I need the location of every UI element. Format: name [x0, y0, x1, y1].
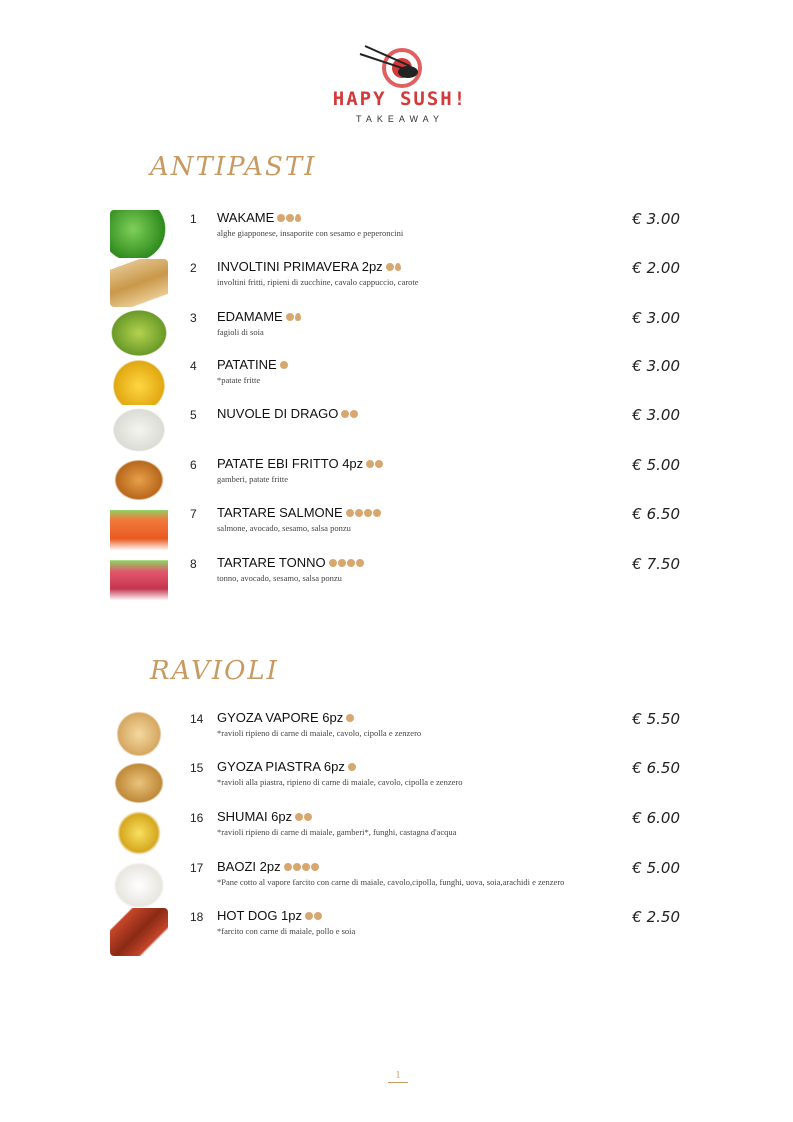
item-description: involtini fritti, ripieni di zucchine, cavalo cappuccio, carote: [217, 277, 419, 287]
allergen-icon: [311, 863, 319, 871]
item-name: NUVOLE DI DRAGO: [217, 406, 339, 421]
item-name: BAOZI 2pz: [217, 859, 281, 874]
allergen-icon: [355, 509, 363, 517]
allergen-icon: [366, 460, 374, 468]
item-price: € 3.00: [632, 357, 680, 375]
item-number: 17: [190, 861, 204, 875]
allergen-icon: [346, 714, 354, 722]
item-price: € 5.00: [632, 859, 680, 877]
item-description: salmone, avocado, sesamo, salsa ponzu: [217, 523, 351, 533]
item-name: PATATE EBI FRITTO 4pz: [217, 456, 364, 471]
item-description: gamberi, patate fritte: [217, 474, 289, 484]
section-title-antipasti: ANTIPASTI: [150, 152, 317, 182]
item-number: 1: [190, 212, 197, 226]
allergen-icons: [294, 813, 312, 821]
allergen-icons: [304, 912, 322, 920]
allergen-drop-icon: [295, 214, 301, 222]
item-name-row: [217, 555, 364, 570]
allergen-icon: [373, 509, 381, 517]
section-title-ravioli: RAVIOLI: [150, 656, 279, 686]
brand-logo: [320, 44, 480, 128]
item-price: € 6.50: [632, 505, 680, 523]
menu-item[interactable]: [110, 908, 690, 958]
item-description: tonno, avocado, sesamo, salsa ponzu: [217, 573, 342, 583]
item-description: alghe giapponese, insaporite con sesamo e peperoncini: [217, 228, 404, 238]
menu-item[interactable]: [110, 759, 690, 809]
allergen-icon: [305, 912, 313, 920]
allergen-icons: [347, 763, 356, 771]
item-number: 14: [190, 712, 204, 726]
item-name-row: [217, 710, 354, 725]
allergen-icon: [375, 460, 383, 468]
menu-item[interactable]: [110, 309, 690, 359]
allergen-icons: [285, 313, 301, 321]
item-price: € 6.50: [632, 759, 680, 777]
allergen-icon: [304, 813, 312, 821]
allergen-icon: [295, 813, 303, 821]
item-name-row: [217, 759, 356, 774]
item-number: 16: [190, 811, 204, 825]
allergen-drop-icon: [295, 313, 301, 321]
item-name: TARTARE SALMONE: [217, 505, 343, 520]
allergen-icon: [348, 763, 356, 771]
gyoza-piastra-image: [110, 759, 168, 807]
tartare-tonno-image: [110, 555, 168, 603]
allergen-icons: [283, 863, 319, 871]
allergen-icon: [338, 559, 346, 567]
item-name: TARTARE TONNO: [217, 555, 326, 570]
item-number: 2: [190, 261, 197, 275]
item-price: € 2.00: [632, 259, 680, 277]
item-description: *ravioli ripieno di carne di maiale, cavolo, cipolla e zenzero: [217, 728, 422, 738]
allergen-icons: [365, 460, 383, 468]
item-name-row: [217, 809, 312, 824]
ebi-fritto-image: [110, 456, 168, 504]
item-number: 6: [190, 458, 197, 472]
allergen-icon: [277, 214, 285, 222]
allergen-icon: [356, 559, 364, 567]
item-price: € 3.00: [632, 309, 680, 327]
item-number: 18: [190, 910, 204, 924]
menu-item[interactable]: [110, 505, 690, 555]
item-name-row: [217, 357, 288, 372]
brand-name: HAPY SUSH!: [332, 88, 468, 110]
item-price: € 3.00: [632, 406, 680, 424]
allergen-icon: [280, 361, 288, 369]
edamame-image: [110, 309, 168, 357]
allergen-icons: [279, 361, 288, 369]
item-price: € 7.50: [632, 555, 680, 573]
allergen-icons: [276, 214, 301, 222]
item-name-row: [217, 456, 383, 471]
item-name: PATATINE: [217, 357, 277, 372]
allergen-icons: [385, 263, 401, 271]
allergen-icon: [284, 863, 292, 871]
menu-item[interactable]: [110, 809, 690, 859]
shumai-image: [110, 809, 168, 857]
nuvole-image: [110, 406, 168, 454]
allergen-icon: [347, 559, 355, 567]
item-name: GYOZA VAPORE 6pz: [217, 710, 344, 725]
item-price: € 3.00: [632, 210, 680, 228]
item-name: EDAMAME: [217, 309, 283, 324]
menu-item[interactable]: [110, 555, 690, 605]
item-name-row: [217, 406, 358, 421]
menu-item[interactable]: [110, 710, 690, 760]
allergen-drop-icon: [395, 263, 401, 271]
item-name: HOT DOG 1pz: [217, 908, 303, 923]
item-description: *ravioli ripieno di carne di maiale, gamberi*, funghi, castagna d'acqua: [217, 827, 457, 837]
item-price: € 5.50: [632, 710, 680, 728]
allergen-icons: [345, 509, 381, 517]
menu-item[interactable]: [110, 357, 690, 407]
allergen-icon: [386, 263, 394, 271]
allergen-icon: [286, 313, 294, 321]
wakame-image: [110, 210, 168, 258]
allergen-icon: [286, 214, 294, 222]
allergen-icon: [350, 410, 358, 418]
menu-item[interactable]: [110, 859, 690, 909]
item-description: fagioli di soia: [217, 327, 264, 337]
gyoza-vapore-image: [110, 710, 168, 758]
item-number: 15: [190, 761, 204, 775]
item-price: € 5.00: [632, 456, 680, 474]
menu-item[interactable]: [110, 456, 690, 506]
item-name-row: [217, 210, 301, 225]
allergen-icons: [340, 410, 358, 418]
sushi-logo-icon: [350, 44, 450, 90]
menu-item[interactable]: [110, 406, 690, 456]
baozi-image: [110, 859, 168, 907]
item-number: 3: [190, 311, 197, 325]
item-price: € 2.50: [632, 908, 680, 926]
item-price: € 6.00: [632, 809, 680, 827]
item-name-row: [217, 309, 301, 324]
allergen-icon: [346, 509, 354, 517]
allergen-icon: [314, 912, 322, 920]
item-name-row: [217, 859, 319, 874]
menu-item[interactable]: [110, 259, 690, 309]
item-description: *Pane cotto al vapore farcito con carne di maiale, cavolo,cipolla, funghi, uova, soia,arachidi e zenzero: [217, 877, 565, 887]
allergen-icon: [329, 559, 337, 567]
page-number: 1: [388, 1070, 408, 1083]
item-description: *patate fritte: [217, 375, 261, 385]
tartare-salmone-image: [110, 505, 168, 553]
item-number: 5: [190, 408, 197, 422]
item-name-row: [217, 259, 401, 274]
item-name: WAKAME: [217, 210, 275, 225]
menu-item[interactable]: [110, 210, 690, 260]
item-description: *ravioli alla piastra, ripieno di carne di maiale, cavolo, cipolla e zenzero: [217, 777, 463, 787]
item-name: GYOZA PIASTRA 6pz: [217, 759, 345, 774]
allergen-icon: [293, 863, 301, 871]
allergen-icons: [328, 559, 364, 567]
item-name: SHUMAI 6pz: [217, 809, 293, 824]
item-number: 7: [190, 507, 197, 521]
item-name: INVOLTINI PRIMAVERA 2pz: [217, 259, 383, 274]
item-number: 4: [190, 359, 197, 373]
item-number: 8: [190, 557, 197, 571]
patatine-image: [110, 357, 168, 405]
involtini-image: [110, 259, 168, 307]
allergen-icon: [364, 509, 372, 517]
item-description: *farcito con carne di maiale, pollo e soia: [217, 926, 356, 936]
allergen-icon: [341, 410, 349, 418]
hot-dog-image: [110, 908, 168, 956]
allergen-icon: [302, 863, 310, 871]
allergen-icons: [345, 714, 354, 722]
brand-tagline: TAKEAWAY: [355, 114, 444, 124]
item-name-row: [217, 505, 381, 520]
item-name-row: [217, 908, 322, 923]
